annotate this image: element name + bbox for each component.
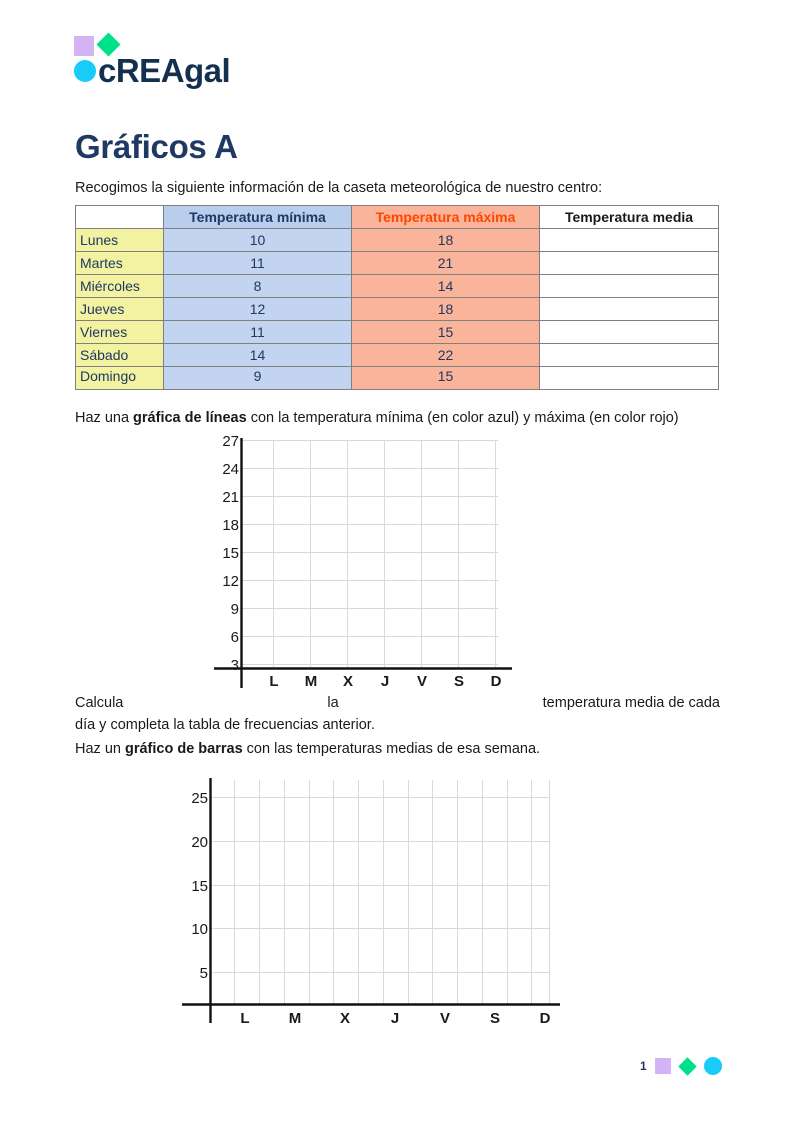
cell-min: 10 bbox=[164, 229, 352, 252]
svg-text:24: 24 bbox=[222, 461, 239, 478]
chart1-x-tick-labels bbox=[269, 673, 501, 690]
cell-min: 12 bbox=[164, 298, 352, 321]
svg-text:15: 15 bbox=[222, 545, 239, 562]
instruction-line-chart bbox=[75, 407, 720, 429]
instruction-calcula-a: Calcula bbox=[75, 695, 124, 711]
svg-text:6: 6 bbox=[230, 629, 239, 646]
intro-paragraph: Recogimos la siguiente información de la caseta meteorológica de nuestro centro: bbox=[75, 180, 603, 196]
cell-media[interactable] bbox=[540, 275, 719, 298]
instruction-lineas-bold: gráfica de líneas bbox=[133, 410, 247, 426]
svg-text:25: 25 bbox=[191, 790, 208, 807]
table-row bbox=[76, 275, 719, 298]
logo-square-icon bbox=[74, 36, 94, 56]
instruction-barras-bold: gráfico de barras bbox=[124, 741, 243, 757]
cell-max: 15 bbox=[352, 321, 540, 344]
cell-day: Sábado bbox=[76, 344, 164, 367]
cell-media[interactable] bbox=[540, 367, 719, 390]
cell-max: 18 bbox=[352, 298, 540, 321]
instruction-lineas-pre: Haz una bbox=[75, 410, 134, 426]
temperature-table bbox=[75, 205, 719, 390]
logo-circle-icon bbox=[74, 60, 96, 82]
cell-day: Viernes bbox=[76, 321, 164, 344]
svg-text:V: V bbox=[416, 673, 428, 690]
footer-square-icon bbox=[655, 1058, 671, 1074]
instruction-lineas-post: con la temperatura mínima (en color azul) y máxima (en color rojo) bbox=[246, 410, 679, 426]
page-number: 1 bbox=[640, 1059, 647, 1073]
svg-text:S: S bbox=[453, 673, 465, 690]
svg-text:M: M bbox=[304, 673, 318, 690]
svg-text:X: X bbox=[339, 1010, 351, 1027]
table-row bbox=[76, 252, 719, 275]
cell-media[interactable] bbox=[540, 252, 719, 275]
svg-text:15: 15 bbox=[191, 878, 208, 895]
svg-text:J: J bbox=[380, 673, 390, 690]
svg-text:V: V bbox=[439, 1010, 451, 1027]
chart2-y-tick-labels bbox=[191, 790, 208, 982]
cell-media[interactable] bbox=[540, 298, 719, 321]
footer-circle-icon bbox=[704, 1057, 722, 1075]
svg-text:3: 3 bbox=[230, 657, 239, 674]
svg-text:L: L bbox=[240, 1010, 250, 1027]
chart1-gridlines bbox=[241, 440, 498, 668]
line-chart-grid bbox=[200, 430, 540, 690]
cell-media[interactable] bbox=[540, 321, 719, 344]
footer-diamond-icon bbox=[678, 1057, 696, 1075]
table-row bbox=[76, 367, 719, 390]
svg-text:M: M bbox=[288, 1010, 302, 1027]
table-row bbox=[76, 344, 719, 367]
instruction-calcula-b: la bbox=[327, 695, 339, 711]
svg-text:X: X bbox=[342, 673, 354, 690]
cell-max: 21 bbox=[352, 252, 540, 275]
svg-text:10: 10 bbox=[191, 921, 208, 938]
table-row bbox=[76, 298, 719, 321]
instruction-calcula-line2: día y completa la tabla de frecuencias anterior. bbox=[75, 717, 375, 733]
svg-text:27: 27 bbox=[222, 433, 239, 450]
instruction-bar-chart bbox=[75, 738, 720, 760]
svg-text:D: D bbox=[539, 1010, 551, 1027]
svg-text:20: 20 bbox=[191, 834, 208, 851]
page-title: Gráficos A bbox=[75, 128, 238, 165]
table-header-row bbox=[76, 206, 719, 229]
instruction-barras-post: con las temperaturas medias de esa semana. bbox=[242, 741, 541, 757]
cell-day: Domingo bbox=[76, 367, 164, 390]
cell-min: 11 bbox=[164, 321, 352, 344]
cell-media[interactable] bbox=[540, 344, 719, 367]
table-row bbox=[76, 321, 719, 344]
table-body bbox=[76, 229, 719, 390]
svg-text:12: 12 bbox=[222, 573, 239, 590]
svg-text:21: 21 bbox=[222, 489, 239, 506]
header-cell-min: Temperatura mínima bbox=[164, 206, 352, 229]
logo-wordmark: cREAgal bbox=[98, 52, 231, 89]
header-cell-day bbox=[76, 206, 164, 229]
svg-text:18: 18 bbox=[222, 517, 239, 534]
cell-max: 22 bbox=[352, 344, 540, 367]
instruction-calcula-c: temperatura media de cada bbox=[542, 695, 720, 711]
svg-text:9: 9 bbox=[230, 601, 239, 618]
cell-day: Jueves bbox=[76, 298, 164, 321]
svg-text:L: L bbox=[269, 673, 279, 690]
cell-min: 14 bbox=[164, 344, 352, 367]
cell-day: Martes bbox=[76, 252, 164, 275]
instruction-barras-pre: Haz un bbox=[75, 741, 125, 757]
cell-min: 11 bbox=[164, 252, 352, 275]
table-row bbox=[76, 229, 719, 252]
cell-max: 18 bbox=[352, 229, 540, 252]
cell-min: 8 bbox=[164, 275, 352, 298]
header-cell-media: Temperatura media bbox=[540, 206, 719, 229]
chart2-x-tick-labels bbox=[240, 1010, 550, 1027]
cell-day: Lunes bbox=[76, 229, 164, 252]
instruction-calcula bbox=[75, 692, 720, 736]
cell-min: 9 bbox=[164, 367, 352, 390]
svg-text:J: J bbox=[390, 1010, 400, 1027]
page-footer bbox=[640, 1057, 722, 1075]
svg-text:S: S bbox=[489, 1010, 501, 1027]
cell-media[interactable] bbox=[540, 229, 719, 252]
cell-max: 14 bbox=[352, 275, 540, 298]
svg-text:5: 5 bbox=[199, 965, 208, 982]
chart1-y-tick-labels bbox=[222, 433, 239, 674]
cell-day: Miércoles bbox=[76, 275, 164, 298]
header-cell-max: Temperatura máxima bbox=[352, 206, 540, 229]
bar-chart-grid bbox=[160, 775, 580, 1040]
instruction-calcula-line1 bbox=[75, 692, 720, 714]
svg-text:D: D bbox=[490, 673, 502, 690]
brand-logo bbox=[74, 36, 244, 88]
cell-max: 15 bbox=[352, 367, 540, 390]
chart2-gridlines bbox=[210, 780, 550, 1004]
